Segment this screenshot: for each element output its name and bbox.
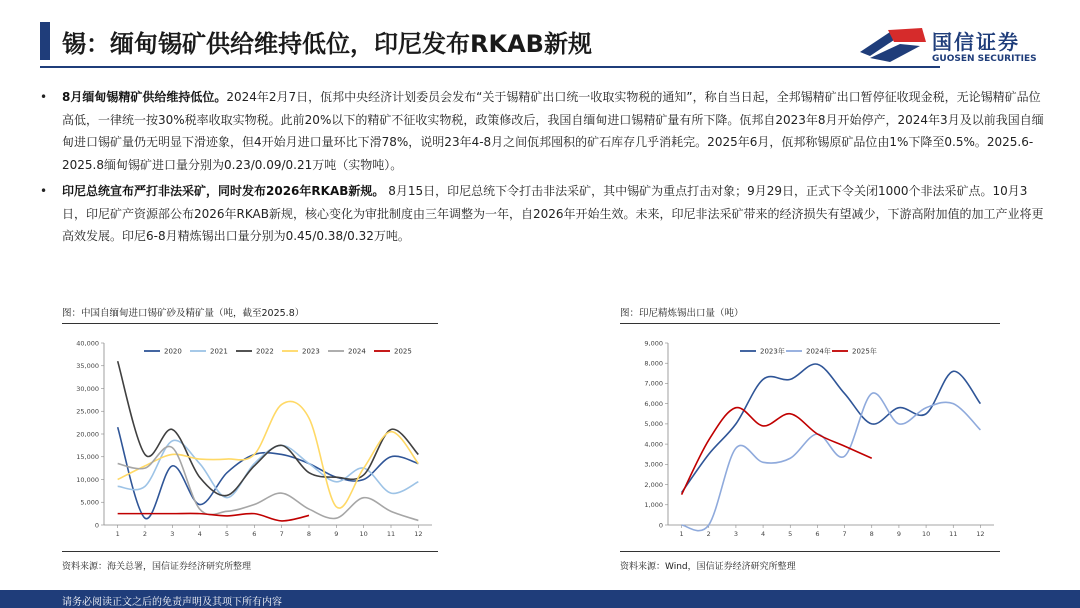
bullet-dot-icon: • [40, 90, 48, 104]
y-tick-label: 30,000 [76, 384, 99, 393]
x-tick-label: 1 [115, 530, 120, 538]
x-tick-label: 9 [334, 530, 339, 538]
legend-label: 2024年 [806, 347, 831, 356]
guosen-logo [860, 24, 1060, 70]
x-tick-label: 1 [679, 530, 684, 538]
bullet-dot-icon: • [40, 184, 48, 198]
legend-label: 2022 [256, 347, 274, 356]
x-tick-label: 3 [733, 530, 738, 538]
x-tick-label: 12 [976, 530, 985, 538]
chart-title: 图：中国自缅甸进口锡矿砂及精矿量（吨，截至2025.8） [62, 308, 305, 319]
legend-label: 2024 [348, 347, 366, 356]
chart-source-rule [620, 551, 1000, 552]
y-tick-label: 1,000 [644, 501, 663, 510]
legend-label: 2025 [394, 347, 412, 356]
footer-disclaimer: 请务必阅读正文之后的免责声明及其项下所有内容 [62, 597, 282, 608]
logo-text-cn: 国信证券 [932, 30, 1020, 54]
y-tick-label: 5,000 [80, 498, 99, 507]
bullet-body: 2024年2月7日，佤邦中央经济计划委员会发布“关于锡精矿出口统一收取实物税的通知”，称自当日起，全邦锡精矿出口暂停征收现金税，无论锡精矿品位高低，一律统一按30%税率收取实物税。此前20%以下的精矿不征收实物税，政策修改后，我国自缅甸进口锡精矿量有所下降。佤邦自2023年8月开始停产，2024年3月及以前我国自缅甸进口锡矿量仍无明显下滑迹象，但4开始月进口量环比下滑78%，说明23年4-8月之间佤邦囤积的矿石库存几乎消耗完。2025年6月，佤邦称锡原矿品位由1%下降至0.5%。2025.6-2025.8缅甸锡矿进口量分别为0.23/0.09/0.21万吨（实物吨）。 [62, 90, 1044, 172]
y-tick-label: 0 [658, 521, 663, 530]
x-tick-label: 11 [949, 530, 958, 538]
footer-bar [0, 590, 1080, 608]
bullet-item-indonesia [38, 180, 1048, 248]
x-tick-label: 3 [170, 530, 175, 538]
legend-label: 2023年 [760, 347, 785, 356]
y-tick-label: 0 [94, 521, 99, 530]
legend-label: 2021 [210, 347, 228, 356]
x-tick-label: 12 [414, 530, 423, 538]
x-tick-label: 2 [142, 530, 148, 538]
x-tick-label: 2 [706, 530, 711, 538]
bullet-heading: 8月缅甸锡精矿供给维持低位。 [62, 90, 227, 104]
x-tick-label: 5 [224, 530, 230, 538]
legend-label: 2023 [302, 347, 320, 356]
y-tick-label: 5,000 [644, 420, 663, 429]
y-tick-label: 8,000 [644, 359, 663, 368]
x-tick-label: 4 [761, 530, 766, 538]
chart-source: 资料来源：海关总署，国信证券经济研究所整理 [62, 562, 252, 572]
legend-label: 2025年 [852, 347, 877, 356]
bullet-heading: 印尼总统宣布严打非法采矿，同时发布2026年RKAB新规。 [62, 184, 385, 198]
y-tick-label: 20,000 [76, 430, 99, 439]
y-tick-label: 7,000 [644, 379, 663, 388]
chart-source-rule [62, 551, 438, 552]
x-tick-label: 10 [921, 530, 931, 538]
y-tick-label: 6,000 [644, 399, 663, 408]
legend-label: 2020 [164, 347, 182, 356]
x-tick-label: 5 [788, 530, 793, 538]
title-underline [40, 66, 940, 68]
series-line-2025年 [682, 408, 872, 495]
y-tick-label: 9,000 [644, 339, 663, 348]
y-tick-label: 15,000 [76, 453, 99, 462]
y-tick-label: 4,000 [644, 440, 663, 449]
chart-title: 图：印尼精炼锡出口量（吨） [620, 308, 744, 319]
page-title: 锡：缅甸锡矿供给维持低位，印尼发布RKAB新规 [62, 30, 592, 58]
chart-myanmar-imports [62, 327, 438, 565]
chart-title-rule [62, 323, 438, 324]
y-tick-label: 25,000 [76, 407, 99, 416]
x-tick-label: 11 [386, 530, 396, 538]
x-tick-label: 4 [197, 530, 202, 538]
series-line-2025 [118, 513, 309, 520]
x-tick-label: 10 [359, 530, 368, 538]
x-tick-label: 6 [252, 530, 257, 538]
x-tick-label: 8 [869, 530, 874, 538]
x-tick-label: 7 [279, 530, 284, 538]
chart-indonesia-exports [620, 327, 1000, 565]
x-tick-label: 6 [815, 530, 820, 538]
chart-source: 资料来源：Wind，国信证券经济研究所整理 [620, 562, 796, 572]
series-line-2020 [118, 427, 419, 519]
title-accent-bar [40, 22, 50, 60]
y-tick-label: 40,000 [76, 339, 99, 348]
y-tick-label: 35,000 [76, 362, 99, 371]
chart-title-rule [620, 323, 1000, 324]
bullet-body: 8月15日，印尼总统下令打击非法采矿，其中锡矿为重点打击对象；9月29日，正式下令关闭1000个非法采矿点。10月3日，印尼矿产资源部公布2026年RKAB新规，核心变化为审批制度由三年调整为一年，自2026年开始生效。未来，印尼非法采矿带来的经济损失有望减少，下游高附加值的加工产业将更高效发展。印尼6-8月精炼锡出口量分别为0.45/0.38/0.32万吨。 [62, 184, 1044, 243]
x-tick-label: 9 [896, 530, 901, 538]
x-tick-label: 7 [842, 530, 847, 538]
guosen-logo-mark-icon [860, 26, 928, 66]
bullet-list [38, 86, 1048, 252]
y-tick-label: 3,000 [644, 460, 663, 469]
x-tick-label: 8 [306, 530, 312, 538]
bullet-item-myanmar [38, 86, 1048, 176]
y-tick-label: 2,000 [644, 480, 663, 489]
logo-text-en: GUOSEN SECURITIES [932, 54, 1037, 64]
y-tick-label: 10,000 [76, 475, 99, 484]
